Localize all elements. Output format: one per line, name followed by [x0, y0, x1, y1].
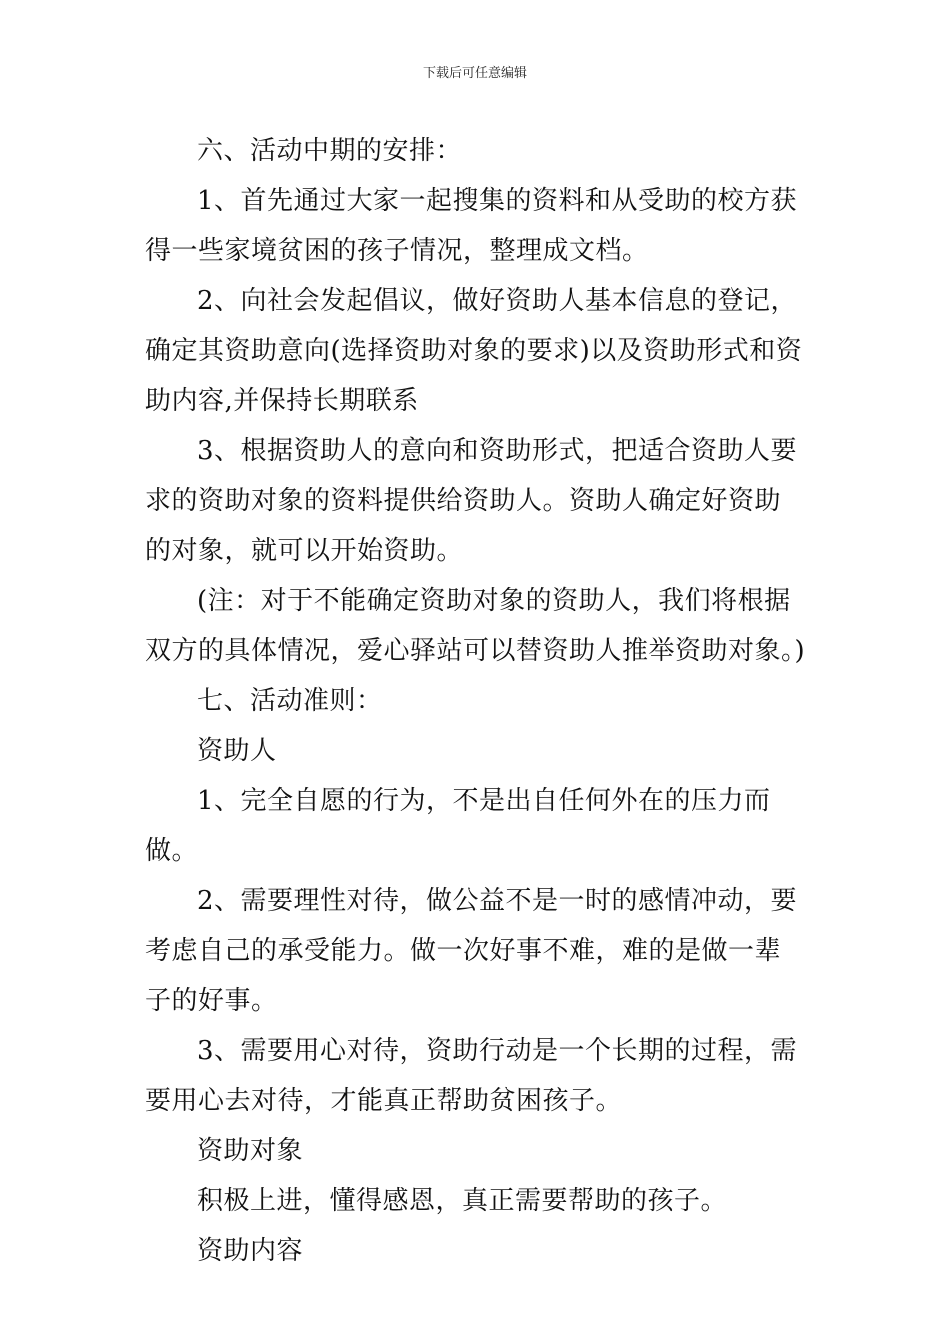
page-header: 下载后可任意编辑 — [422, 66, 527, 81]
subheading-content: 资助内容 — [197, 1236, 304, 1266]
section-heading-7: 七、活动准则： — [197, 686, 383, 716]
subheading-recipient: 资助对象 — [197, 1136, 304, 1166]
document-body — [145, 126, 807, 1276]
sponsor-rule-1: 1、完全自愿的行为，不是出自任何外在的压力而做。 — [145, 786, 771, 866]
note-paragraph: (注：对于不能确定资助对象的资助人，我们将根据双方的具体情况，爱心驿站可以替资助人推举资助对象。) — [145, 586, 806, 666]
section-heading-6: 六、活动中期的安排： — [197, 136, 463, 166]
sponsor-rule-3: 3、需要用心对待，资助行动是一个长期的过程，需要用心去对待，才能真正帮助贫困孩子。 — [145, 1036, 798, 1116]
paragraph-3: 3、根据资助人的意向和资助形式，把适合资助人要求的资助对象的资料提供给资助人。资助人确定好资助的对象，就可以开始资助。 — [145, 436, 798, 566]
paragraph-1: 1、首先通过大家一起搜集的资料和从受助的校方获得一些家境贫困的孩子情况，整理成文档。 — [145, 186, 798, 266]
subheading-sponsor: 资助人 — [197, 736, 277, 766]
recipient-description: 积极上进，懂得感恩，真正需要帮助的孩子。 — [197, 1186, 728, 1216]
sponsor-rule-2: 2、需要理性对待，做公益不是一时的感情冲动，要考虑自己的承受能力。做一次好事不难，难的是做一辈子的好事。 — [145, 886, 798, 1016]
paragraph-2: 2、向社会发起倡议，做好资助人基本信息的登记，确定其资助意向(选择资助对象的要求)以及资助形式和资助内容,并保持长期联系 — [145, 286, 803, 416]
